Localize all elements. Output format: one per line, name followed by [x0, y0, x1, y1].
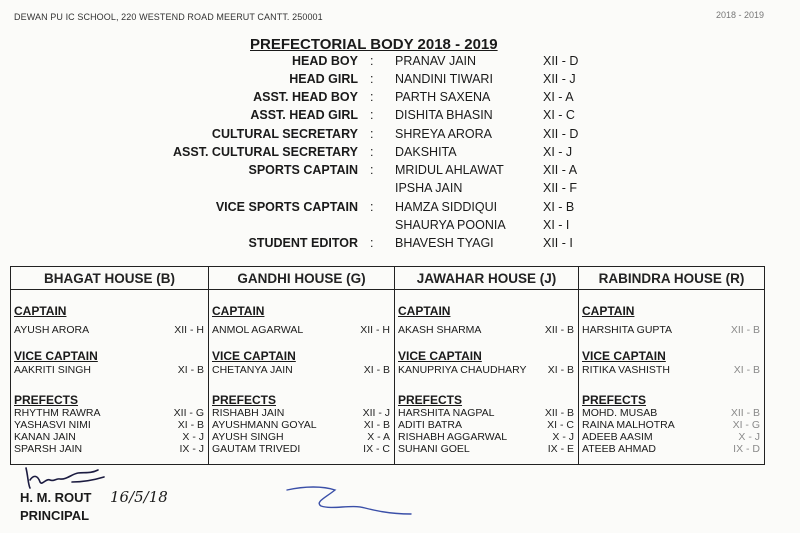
- principal-name: H. M. ROUT: [20, 490, 92, 505]
- member-name: YASHASVI NIMI: [14, 419, 91, 431]
- member-class: XI - B: [547, 364, 574, 376]
- member-name: RITIKA VASHISTH: [582, 364, 670, 376]
- member-name: AAKRITI SINGH: [14, 364, 92, 376]
- member-class: XII - B: [730, 407, 760, 419]
- council-member-name: HAMZA SIDDIQUI: [395, 200, 498, 214]
- member-class: X - A: [367, 431, 390, 443]
- council-member-name: MRIDUL AHLAWAT: [395, 163, 504, 177]
- prefects-heading: PREFECTS: [212, 393, 277, 407]
- council-role: HEAD GIRL: [289, 72, 358, 86]
- member-class: XII - B: [730, 324, 760, 336]
- house-column: [395, 290, 579, 465]
- vice-captain-heading: VICE CAPTAIN: [212, 349, 296, 363]
- house-name-header: RABINDRA HOUSE (R): [579, 267, 765, 290]
- member-class: IX - J: [179, 443, 204, 455]
- member-name: ADITI BATRA: [398, 419, 462, 431]
- member-class: IX - D: [733, 443, 760, 455]
- member-name: ADEEB AASIM: [582, 431, 653, 443]
- principal-signature: [20, 464, 115, 492]
- member-name: SPARSH JAIN: [14, 443, 83, 455]
- pen-scribble: [285, 480, 415, 520]
- council-role: ASST. CULTURAL SECRETARY: [173, 145, 358, 159]
- house-name-header: GANDHI HOUSE (G): [209, 267, 395, 290]
- council-colon: :: [370, 108, 374, 122]
- vice-captain-heading: VICE CAPTAIN: [14, 349, 98, 363]
- council-member-class: XII - D: [543, 54, 579, 68]
- house-header-row: [11, 267, 765, 290]
- session-year-corner: 2018 - 2019: [716, 10, 765, 20]
- council-role: SPORTS CAPTAIN: [248, 163, 358, 177]
- member-row: [212, 431, 390, 443]
- member-row: [14, 431, 204, 443]
- council-member-name: BHAVESH TYAGI: [395, 236, 494, 250]
- council-colon: :: [370, 90, 374, 104]
- member-name: KANUPRIYA CHAUDHARY: [398, 364, 527, 376]
- vice-captain-heading: VICE CAPTAIN: [398, 349, 482, 363]
- member-row: [14, 407, 204, 419]
- council-colon: :: [370, 145, 374, 159]
- member-name: AYUSH ARORA: [14, 324, 90, 336]
- member-row: [398, 364, 574, 376]
- member-name: AYUSHMANN GOYAL: [212, 419, 317, 431]
- member-class: XII - J: [362, 407, 390, 419]
- school-address-header: DEWAN PU IC SCHOOL, 220 WESTEND ROAD MEERUT CANTT. 250001: [14, 12, 323, 22]
- member-name: RISHABH JAIN: [212, 407, 285, 419]
- house-column: [209, 290, 395, 465]
- vice-captain-heading: VICE CAPTAIN: [582, 349, 666, 363]
- prefects-heading: PREFECTS: [14, 393, 79, 407]
- council-member-class: XI - A: [543, 90, 574, 104]
- member-row: [582, 431, 760, 443]
- member-class: XII - H: [360, 324, 390, 336]
- member-class: XI - B: [177, 364, 204, 376]
- council-role: STUDENT EDITOR: [248, 236, 358, 250]
- member-row: [14, 324, 204, 336]
- member-row: [398, 324, 574, 336]
- house-name-header: JAWAHAR HOUSE (J): [395, 267, 579, 290]
- member-name: AKASH SHARMA: [398, 324, 482, 336]
- member-class: X - J: [182, 431, 204, 443]
- council-role: VICE SPORTS CAPTAIN: [215, 200, 358, 214]
- member-class: XI - B: [177, 419, 204, 431]
- member-row: [582, 407, 760, 419]
- member-class: XII - G: [173, 407, 204, 419]
- member-row: [398, 431, 574, 443]
- council-member-class: XII - F: [543, 181, 578, 195]
- member-row: [212, 324, 390, 336]
- council-colon: :: [370, 163, 374, 177]
- member-class: X - J: [738, 431, 760, 443]
- council-role: CULTURAL SECRETARY: [211, 127, 358, 141]
- captain-heading: CAPTAIN: [212, 304, 265, 318]
- member-row: [582, 324, 760, 336]
- member-name: GAUTAM TRIVEDI: [212, 443, 301, 455]
- member-class: XII - B: [544, 407, 574, 419]
- member-row: [398, 419, 574, 431]
- council-member-name: NANDINI TIWARI: [395, 72, 493, 86]
- member-row: [582, 364, 760, 376]
- houses-table: [10, 266, 765, 465]
- member-name: KANAN JAIN: [14, 431, 76, 443]
- member-row: [212, 364, 390, 376]
- member-class: IX - C: [363, 443, 390, 455]
- council-colon: :: [370, 236, 374, 250]
- member-class: XI - B: [733, 364, 760, 376]
- member-row: [14, 364, 204, 376]
- council-member-class: XII - A: [543, 163, 578, 177]
- member-class: XII - H: [174, 324, 204, 336]
- house-name-header: BHAGAT HOUSE (B): [11, 267, 209, 290]
- member-name: ATEEB AHMAD: [582, 443, 656, 455]
- member-name: CHETANYA JAIN: [212, 364, 293, 376]
- captain-heading: CAPTAIN: [398, 304, 451, 318]
- council-colon: :: [370, 54, 374, 68]
- member-row: [212, 407, 390, 419]
- prefects-heading: PREFECTS: [582, 393, 647, 407]
- council-member-name: IPSHA JAIN: [395, 181, 463, 195]
- council-member-class: XI - B: [543, 200, 575, 214]
- council-member-name: DISHITA BHASIN: [395, 108, 493, 122]
- house-column: [11, 290, 209, 465]
- signature-date: 16/5/18: [110, 488, 168, 506]
- council-role: HEAD BOY: [292, 54, 358, 68]
- member-row: [398, 443, 574, 455]
- member-row: [14, 419, 204, 431]
- council-member-name: PRANAV JAIN: [395, 54, 477, 68]
- council-member-class: XI - J: [543, 145, 573, 159]
- member-name: RISHABH AGGARWAL: [398, 431, 508, 443]
- council-role: ASST. HEAD GIRL: [250, 108, 358, 122]
- member-class: XI - B: [363, 364, 390, 376]
- member-row: [398, 407, 574, 419]
- council-member-name: DAKSHITA: [395, 145, 457, 159]
- member-name: HARSHITA NAGPAL: [398, 407, 495, 419]
- member-row: [14, 443, 204, 455]
- council-member-class: XI - C: [543, 108, 575, 122]
- captain-heading: CAPTAIN: [14, 304, 67, 318]
- council-member-class: XII - I: [543, 236, 573, 250]
- member-name: RAINA MALHOTRA: [582, 419, 675, 431]
- member-class: X - J: [552, 431, 574, 443]
- council-member-name: PARTH SAXENA: [395, 90, 491, 104]
- member-class: IX - E: [547, 443, 574, 455]
- house-column: [579, 290, 765, 465]
- member-class: XI - G: [732, 419, 760, 431]
- member-name: RHYTHM RAWRA: [14, 407, 101, 419]
- council-colon: :: [370, 72, 374, 86]
- member-name: AYUSH SINGH: [212, 431, 284, 443]
- principal-title: PRINCIPAL: [20, 508, 90, 523]
- member-row: [212, 443, 390, 455]
- council-colon: :: [370, 127, 374, 141]
- council-member-class: XII - D: [543, 127, 579, 141]
- council-member-class: XI - I: [543, 218, 570, 232]
- member-class: XII - B: [544, 324, 574, 336]
- captain-heading: CAPTAIN: [582, 304, 635, 318]
- member-class: XI - C: [547, 419, 574, 431]
- prefects-heading: PREFECTS: [398, 393, 463, 407]
- member-row: [582, 443, 760, 455]
- council-member-name: SHAURYA POONIA: [395, 218, 506, 232]
- house-body-row: [11, 290, 765, 465]
- member-row: [212, 419, 390, 431]
- member-name: HARSHITA GUPTA: [582, 324, 673, 336]
- document-title: PREFECTORIAL BODY 2018 - 2019: [250, 36, 498, 53]
- council-member-name: SHREYA ARORA: [395, 127, 493, 141]
- member-name: SUHANI GOEL: [398, 443, 470, 455]
- council-colon: :: [370, 200, 374, 214]
- member-row: [582, 419, 760, 431]
- member-class: XI - B: [363, 419, 390, 431]
- member-name: MOHD. MUSAB: [582, 407, 658, 419]
- member-name: ANMOL AGARWAL: [212, 324, 304, 336]
- council-role: ASST. HEAD BOY: [253, 90, 358, 104]
- council-member-class: XII - J: [543, 72, 576, 86]
